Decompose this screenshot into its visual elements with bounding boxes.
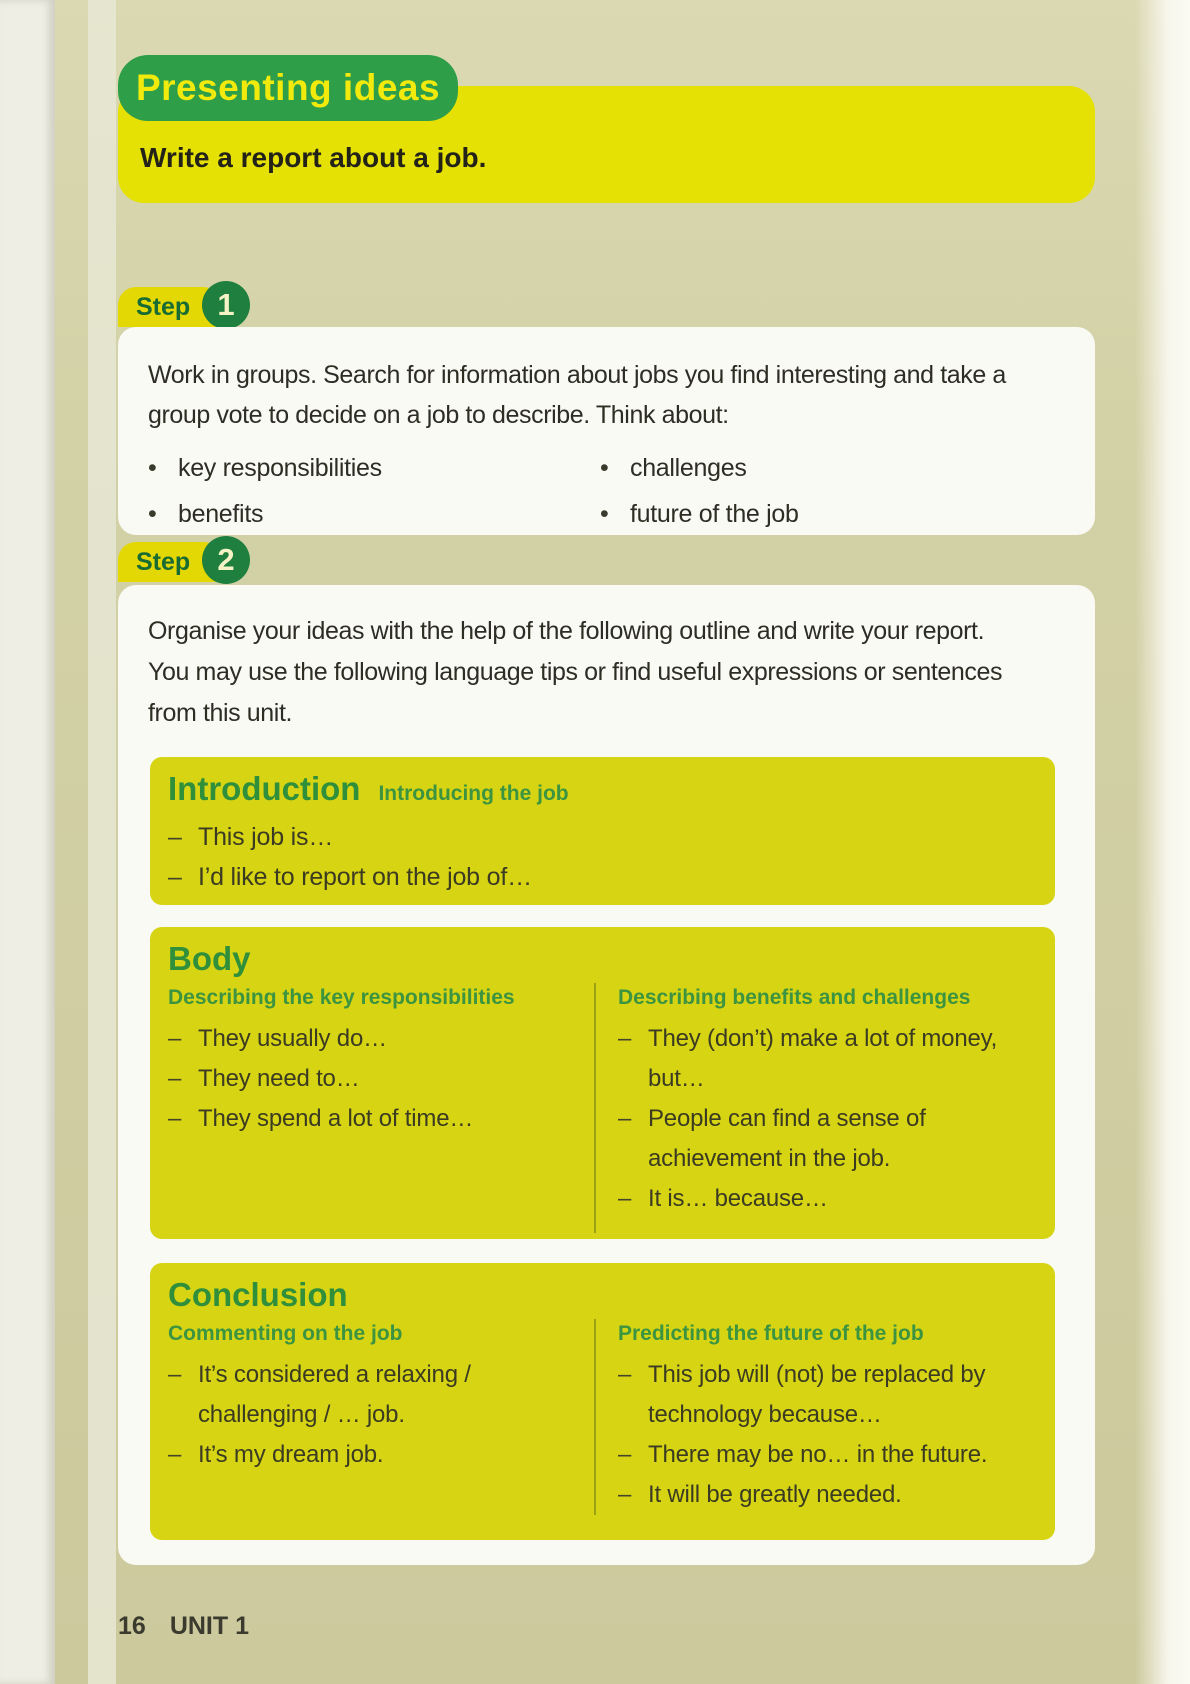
list-item-line: They usually do… xyxy=(198,1025,387,1052)
dash-icon: – xyxy=(168,1025,182,1052)
conclusion-left-column xyxy=(168,1319,594,1515)
conclusion-right-heading: Predicting the future of the job xyxy=(618,1322,924,1345)
introduction-panel xyxy=(150,757,1055,905)
list-item-line: It’s my dream job. xyxy=(198,1441,384,1468)
bullet-text: challenges xyxy=(630,454,747,482)
list-item xyxy=(168,817,1037,857)
list-item-text xyxy=(648,1019,997,1099)
dash-icon: – xyxy=(618,1441,632,1468)
list-item-text xyxy=(198,1059,360,1099)
body-right-heading: Describing benefits and challenges xyxy=(618,986,971,1009)
step2-paragraph xyxy=(148,611,1065,734)
section-title: Presenting ideas xyxy=(135,67,441,108)
dash-icon: – xyxy=(168,1361,182,1388)
bullet-item xyxy=(148,491,600,537)
unit-label: UNIT 1 xyxy=(169,1612,249,1640)
step2-paragraph-line: Organise your ideas with the help of the following outline and write your report. xyxy=(148,617,985,645)
list-item xyxy=(168,1019,578,1059)
dash-icon: – xyxy=(618,1185,632,1212)
step2-number: 2 xyxy=(217,542,235,577)
body-left-heading: Describing the key responsibilities xyxy=(168,986,515,1009)
introduction-title: Introduction xyxy=(168,770,361,807)
step2-content-box xyxy=(118,585,1095,1565)
step1-bullet-list xyxy=(148,445,1065,537)
list-item xyxy=(618,1019,1037,1099)
dash-icon: – xyxy=(168,1065,182,1092)
bullet-item xyxy=(600,445,1065,491)
bullet-text: future of the job xyxy=(630,500,799,528)
bullet-text: benefits xyxy=(178,500,264,528)
dash-icon: – xyxy=(618,1361,632,1388)
step1-paragraph xyxy=(148,355,1065,435)
bullet-column-left xyxy=(148,445,600,537)
dash-icon: – xyxy=(168,1105,182,1132)
step2-paragraph-line: from this unit. xyxy=(148,699,293,727)
body-left-column xyxy=(168,983,594,1233)
page-footer xyxy=(118,1612,249,1641)
step1-content-box xyxy=(118,327,1095,535)
introduction-panel-head xyxy=(168,769,1037,809)
body-panel xyxy=(150,927,1055,1239)
body-right-column xyxy=(594,983,1037,1233)
list-item xyxy=(168,1059,578,1099)
list-item-line: but… xyxy=(648,1065,705,1092)
body-title: Body xyxy=(168,940,251,977)
step1-paragraph-line: Work in groups. Search for information about jobs you find interesting and take a xyxy=(148,361,1006,389)
list-item-line: I’d like to report on the job of… xyxy=(198,863,532,891)
conclusion-right-column xyxy=(594,1319,1037,1515)
step2-badge xyxy=(118,536,268,584)
list-item-line: challenging / … job. xyxy=(198,1401,405,1428)
list-item-text xyxy=(648,1179,828,1219)
hero-subtitle: Write a report about a job. xyxy=(140,142,487,173)
list-item-line: People can find a sense of xyxy=(648,1105,926,1132)
bullet-item xyxy=(600,491,1065,537)
list-item-text xyxy=(198,817,333,857)
list-item-text xyxy=(198,1435,383,1475)
list-item xyxy=(618,1475,1037,1515)
list-item-text xyxy=(198,1019,387,1059)
bullet-icon: • xyxy=(600,454,609,482)
bullet-icon: • xyxy=(600,500,609,528)
list-item-text xyxy=(648,1435,987,1475)
bullet-item xyxy=(148,445,600,491)
conclusion-columns xyxy=(168,1319,1037,1515)
list-item-line: This job is… xyxy=(198,823,334,851)
list-item-line: They spend a lot of time… xyxy=(198,1105,474,1132)
dash-icon: – xyxy=(618,1025,632,1052)
list-item-line: It’s considered a relaxing / xyxy=(198,1361,471,1388)
list-item xyxy=(618,1435,1037,1475)
dash-icon: – xyxy=(618,1481,632,1508)
step2-number-circle xyxy=(202,536,250,584)
list-item-line: achievement in the job. xyxy=(648,1145,891,1172)
list-item-text xyxy=(198,1355,471,1435)
list-item xyxy=(618,1179,1037,1219)
list-item-line: They (don’t) make a lot of money, xyxy=(648,1025,998,1052)
dash-icon: – xyxy=(168,1441,182,1468)
list-item xyxy=(618,1355,1037,1435)
bullet-text: key responsibilities xyxy=(178,454,382,482)
page-number: 16 xyxy=(118,1612,146,1640)
list-item xyxy=(168,1099,578,1139)
scan-left-strip xyxy=(88,0,116,1684)
step1-paragraph-line: group vote to decide on a job to describe. Think about: xyxy=(148,401,729,429)
list-item-line: There may be no… in the future. xyxy=(648,1441,988,1468)
conclusion-panel xyxy=(150,1263,1055,1540)
section-title-pill xyxy=(118,55,458,121)
conclusion-title: Conclusion xyxy=(168,1276,348,1313)
list-item-text xyxy=(648,1475,902,1515)
body-columns xyxy=(168,983,1037,1233)
step2-label: Step xyxy=(136,547,191,576)
step1-number: 1 xyxy=(217,287,235,322)
list-item-text xyxy=(648,1099,926,1179)
scan-right-edge xyxy=(1135,0,1190,1684)
list-item-line: They need to… xyxy=(198,1065,360,1092)
scan-left-edge xyxy=(0,0,55,1684)
conclusion-left-heading: Commenting on the job xyxy=(168,1322,403,1345)
dash-icon: – xyxy=(168,863,182,891)
list-item-text xyxy=(198,857,532,897)
step1-badge xyxy=(118,281,268,329)
bullet-icon: • xyxy=(148,500,157,528)
introduction-subtitle: Introducing the job xyxy=(378,782,569,805)
list-item xyxy=(168,857,1037,897)
bullet-icon: • xyxy=(148,454,157,482)
list-item-line: It will be greatly needed. xyxy=(648,1481,902,1508)
bullet-column-right xyxy=(600,445,1065,537)
step1-number-circle xyxy=(202,281,250,329)
list-item-line: technology because… xyxy=(648,1401,882,1428)
list-item-line: This job will (not) be replaced by xyxy=(648,1361,986,1388)
introduction-items xyxy=(168,817,1037,897)
step2-paragraph-line: You may use the following language tips or find useful expressions or sentences xyxy=(148,658,1003,686)
list-item-text xyxy=(198,1099,473,1139)
list-item-line: It is… because… xyxy=(648,1185,828,1212)
dash-icon: – xyxy=(168,823,182,851)
list-item xyxy=(168,1435,578,1475)
dash-icon: – xyxy=(618,1105,632,1132)
list-item xyxy=(618,1099,1037,1179)
list-item xyxy=(168,1355,578,1435)
step1-label: Step xyxy=(136,292,191,321)
list-item-text xyxy=(648,1355,985,1435)
